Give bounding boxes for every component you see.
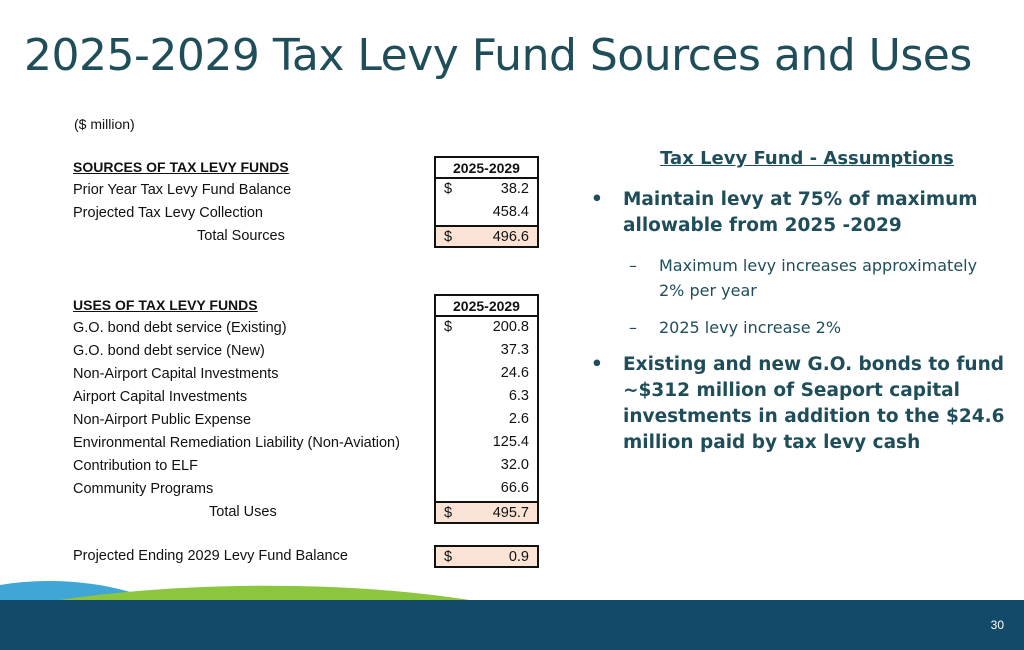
row-label: Airport Capital Investments [73, 389, 248, 405]
row-value: 458.4 [492, 204, 529, 220]
row-value: 200.8 [492, 319, 529, 335]
row-value: 125.4 [492, 434, 529, 450]
uses-heading: USES OF TAX LEVY FUNDS [73, 297, 258, 313]
total-label: Total Uses [209, 504, 277, 520]
dollar-sign: $ [444, 229, 453, 245]
total-value: 495.7 [492, 505, 529, 521]
table-row [73, 340, 543, 363]
sources-total-row [73, 225, 543, 248]
table-row [73, 478, 543, 501]
row-label: Community Programs [73, 481, 214, 497]
assumption-sub-bullet [587, 315, 1007, 340]
table-row [73, 409, 543, 432]
total-label: Total Sources [197, 228, 285, 244]
row-label: G.O. bond debt service (New) [73, 343, 265, 359]
ending-balance-value: 0.9 [508, 549, 529, 565]
row-label: G.O. bond debt service (Existing) [73, 320, 287, 336]
ending-balance-label: Projected Ending 2029 Levy Fund Balance [73, 548, 348, 564]
row-label: Environmental Remediation Liability (Non-Aviation) [73, 435, 400, 451]
row-value: 24.6 [500, 365, 529, 381]
sub-bullet-text: Maximum levy increases approximately 2% per year [659, 256, 978, 300]
row-value: 2.6 [508, 411, 529, 427]
uses-column-header: 2025-2029 [434, 294, 539, 317]
row-label: Non-Airport Public Expense [73, 412, 252, 428]
table-row [73, 386, 543, 409]
footer-wave-graphic [0, 560, 1024, 650]
dollar-sign: $ [444, 319, 453, 335]
sources-table [73, 156, 543, 248]
dollar-sign: $ [444, 549, 453, 565]
row-value: 32.0 [500, 457, 529, 473]
sources-heading: SOURCES OF TAX LEVY FUNDS [73, 159, 289, 175]
row-label: Contribution to ELF [73, 458, 198, 474]
row-value: 37.3 [500, 342, 529, 358]
assumption-bullet [587, 352, 1007, 456]
row-value: 6.3 [508, 388, 529, 404]
table-row [73, 363, 543, 386]
table-row [73, 432, 543, 455]
assumption-sub-bullet [587, 253, 1007, 303]
page-number: 30 [990, 618, 1004, 632]
row-label: Projected Tax Levy Collection [73, 205, 263, 221]
table-row [73, 317, 543, 340]
unit-note: ($ million) [74, 116, 135, 132]
bullet-icon: • [591, 189, 603, 210]
uses-total-row [73, 501, 543, 524]
uses-header-row [73, 294, 543, 317]
assumptions-title: Tax Levy Fund - Assumptions [660, 148, 954, 169]
assumptions-panel [587, 148, 1007, 470]
dollar-sign: $ [444, 181, 453, 197]
row-label: Non-Airport Capital Investments [73, 366, 279, 382]
footer-band [0, 600, 1024, 650]
sources-column-header: 2025-2029 [434, 156, 539, 179]
bullet-text: Maintain levy at 75% of maximum allowable from 2025 -2029 [623, 189, 978, 236]
dollar-sign: $ [444, 505, 453, 521]
table-row [73, 455, 543, 478]
sources-header-row [73, 156, 543, 179]
bullet-icon: • [591, 354, 603, 375]
assumption-bullet [587, 187, 1007, 239]
row-value: 66.6 [500, 480, 529, 496]
sub-bullet-text: 2025 levy increase 2% [659, 318, 842, 337]
dash-icon: – [629, 318, 637, 337]
uses-table [73, 294, 543, 524]
table-row [73, 179, 543, 202]
table-row [73, 202, 543, 225]
slide-title: 2025-2029 Tax Levy Fund Sources and Uses [24, 30, 972, 81]
total-value: 496.6 [492, 229, 529, 245]
bullet-text: Existing and new G.O. bonds to fund ~$312 million of Seaport capital investments in addition to the $24.6 million paid by tax levy cash [623, 354, 1005, 453]
row-value: 38.2 [500, 181, 529, 197]
row-label: Prior Year Tax Levy Fund Balance [73, 182, 292, 198]
dash-icon: – [629, 256, 637, 275]
